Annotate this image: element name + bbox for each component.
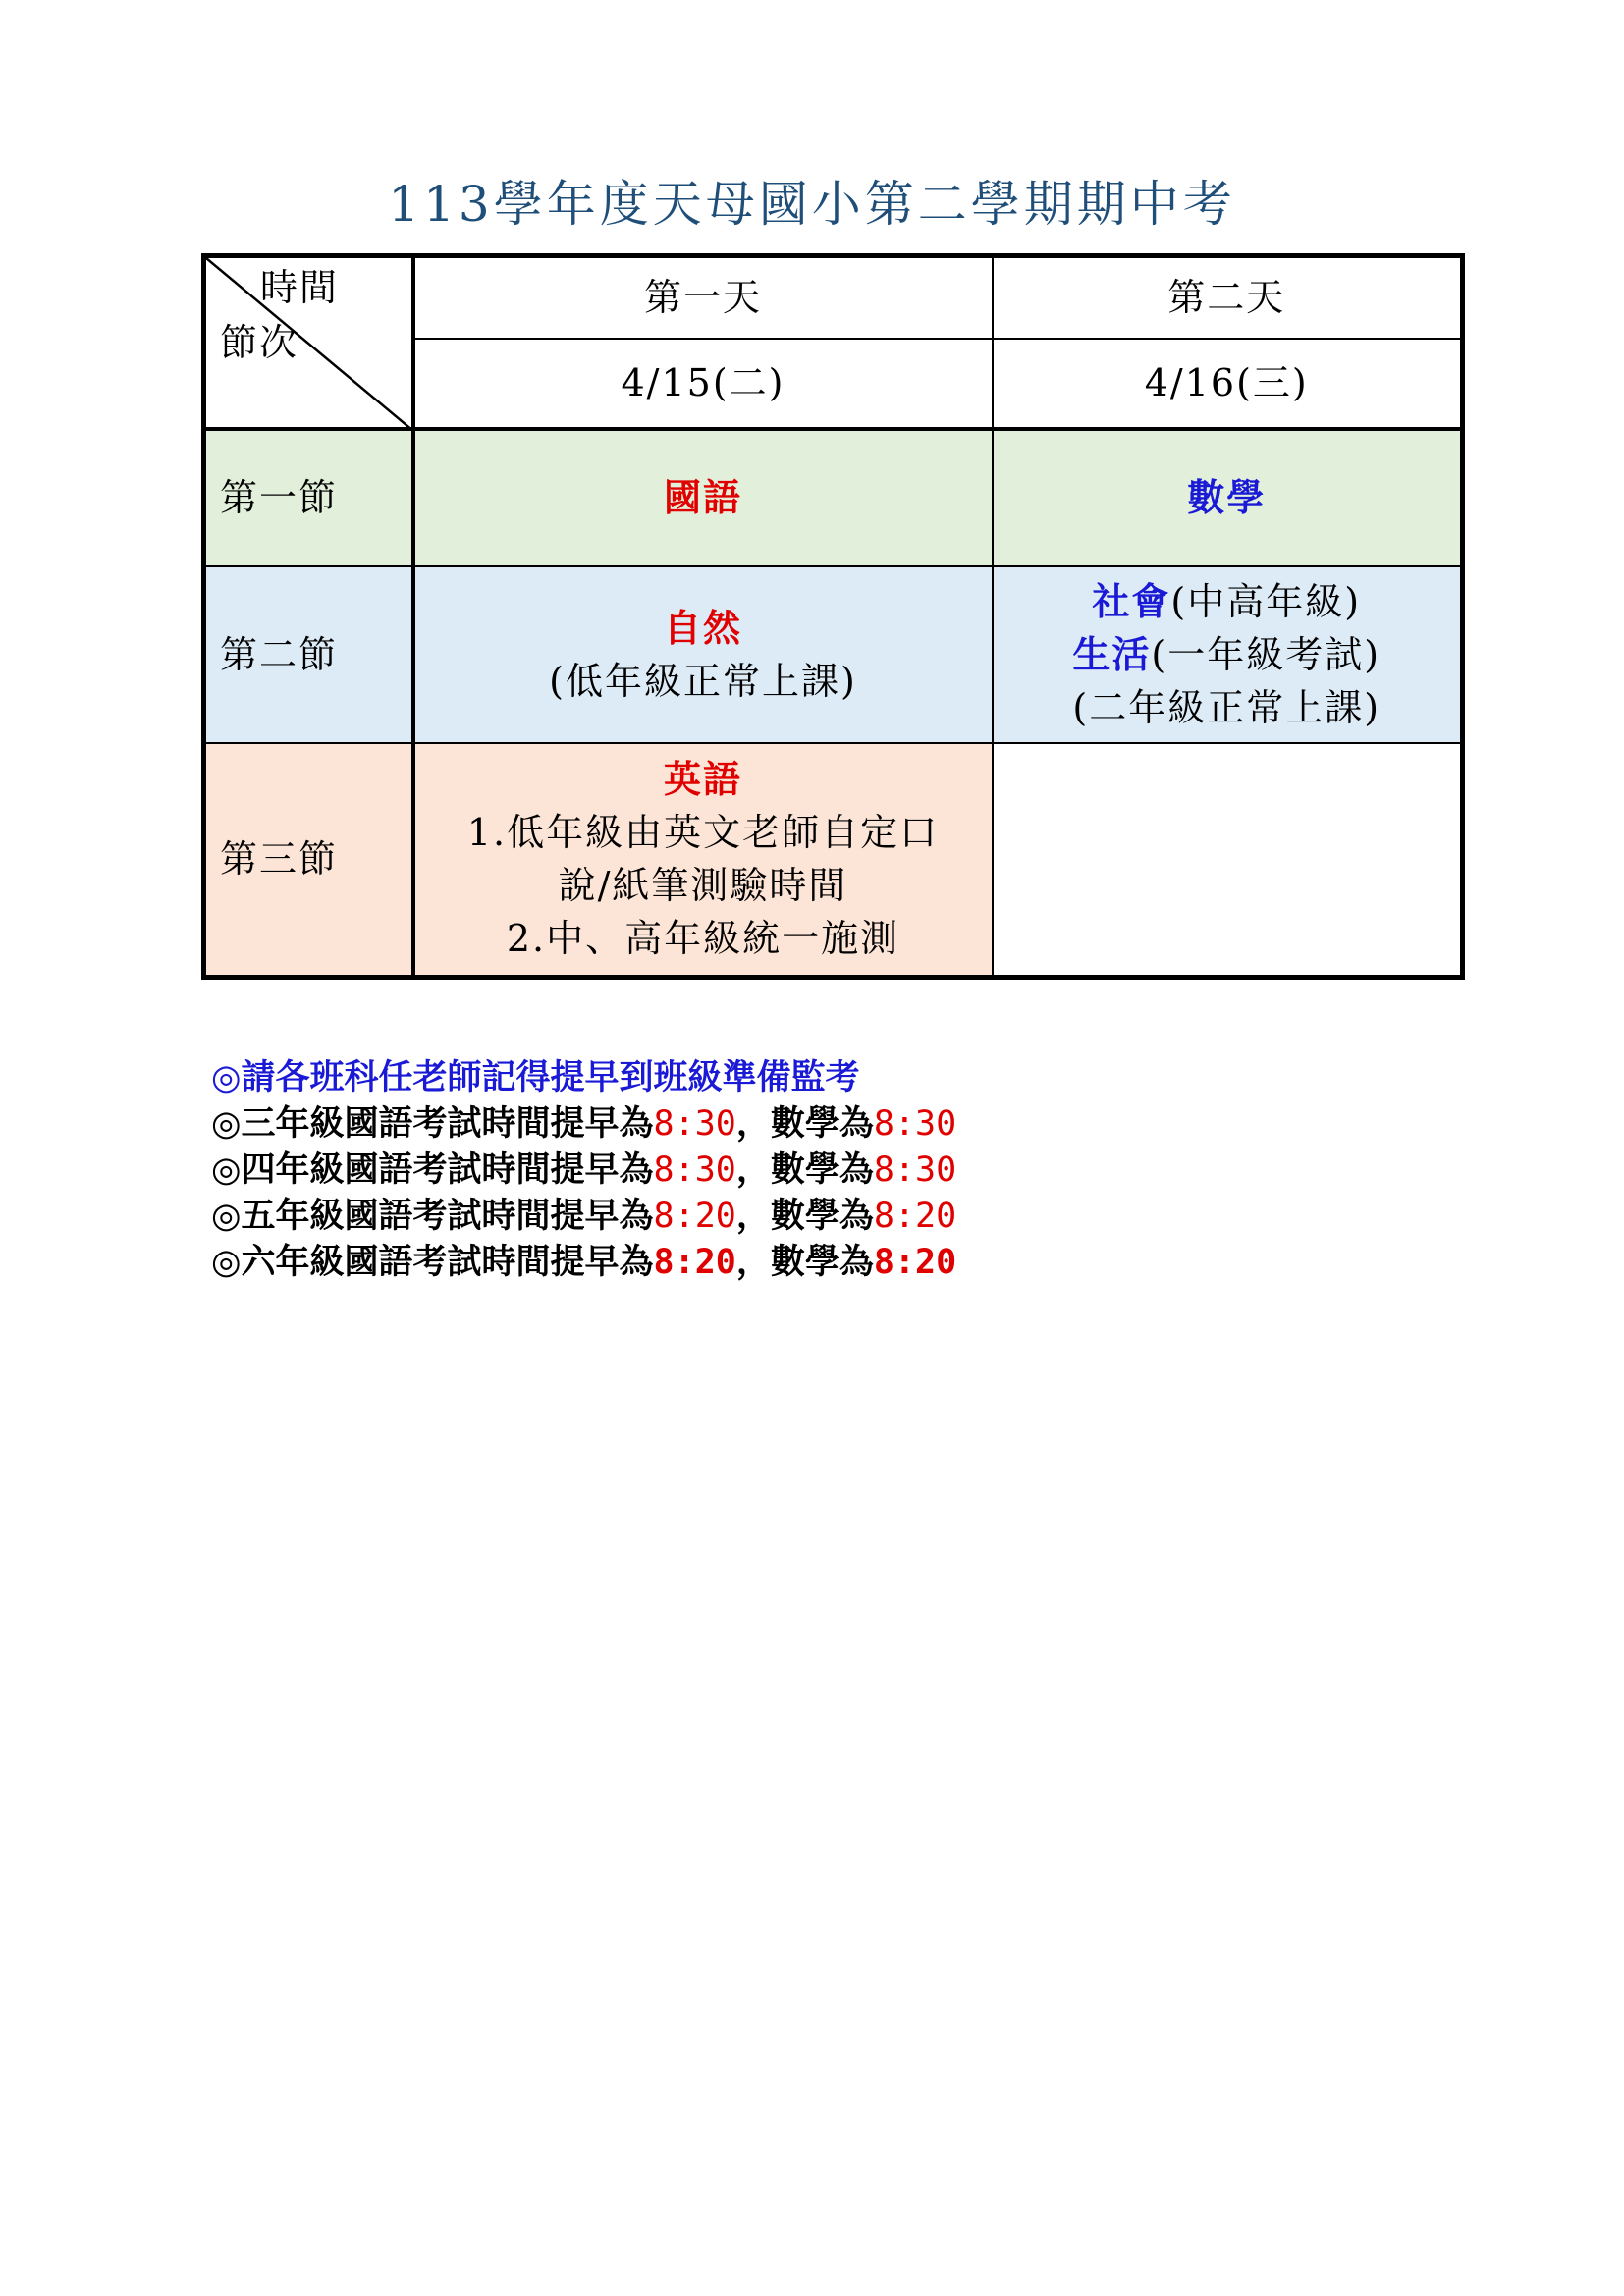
note-text: ◎五年級國語考試時間提早為 xyxy=(211,1197,654,1236)
subject-science: 自然 xyxy=(663,605,742,650)
note-time-chinese: 8:30 xyxy=(653,1104,736,1144)
day1-header: 第一天 xyxy=(413,256,993,339)
cell-line: 2.中、高年級統一施測 xyxy=(506,917,900,961)
corner-label-period: 節次 xyxy=(220,321,299,364)
notes-header: ◎請各班科任老師記得提早到班級準備監考 xyxy=(211,1058,860,1097)
subject-note: (中高年級) xyxy=(1170,579,1362,623)
note-time-chinese: 8:20 xyxy=(653,1197,736,1236)
cell-line xyxy=(994,628,1461,681)
note-time-chinese: 8:20 xyxy=(653,1243,736,1282)
subject-note: (低年級正常上課) xyxy=(549,659,857,703)
note-text: ◎四年級國語考試時間提早為 xyxy=(211,1150,654,1190)
note-mid: ，數學為 xyxy=(735,1243,874,1282)
subject-note: (一年級考試) xyxy=(1151,632,1381,676)
page-title: 113學年度天母國小第二學期期中考 xyxy=(388,176,1236,233)
period2-day1-cell xyxy=(413,566,993,743)
note-line-grade3 xyxy=(211,1101,1488,1148)
corner-header-cell xyxy=(204,256,413,429)
day2-date: 4/16(三) xyxy=(993,339,1463,429)
corner-label-time: 時間 xyxy=(260,266,340,309)
period1-day1-cell xyxy=(413,429,993,566)
period1-day2-cell xyxy=(993,429,1463,566)
period-row-2 xyxy=(204,566,1463,743)
period3-day2-empty-cell xyxy=(993,743,1463,978)
note-time-math: 8:30 xyxy=(873,1150,957,1190)
subject-social-studies: 社會 xyxy=(1092,578,1171,623)
note-line-grade6 xyxy=(211,1240,1488,1286)
period-label: 第三節 xyxy=(204,743,413,978)
header-row-days xyxy=(204,256,1463,339)
subject-english: 英語 xyxy=(663,757,742,802)
note-mid: ，數學為 xyxy=(735,1104,874,1144)
note-time-math: 8:30 xyxy=(873,1104,957,1144)
day2-header: 第二天 xyxy=(993,256,1463,339)
note-time-math: 8:20 xyxy=(873,1243,957,1282)
note-line-grade4 xyxy=(211,1148,1488,1194)
cell-line: 說/紙筆測驗時間 xyxy=(558,864,848,908)
exam-schedule-table xyxy=(201,253,1465,980)
period-row-3 xyxy=(204,743,1463,978)
notes-section xyxy=(211,1055,1488,1286)
cell-line xyxy=(994,575,1461,628)
note-mid: ，數學為 xyxy=(735,1197,874,1236)
period2-day2-cell xyxy=(993,566,1463,743)
period-row-1 xyxy=(204,429,1463,566)
day1-date: 4/15(二) xyxy=(413,339,993,429)
note-time-math: 8:20 xyxy=(873,1197,957,1236)
cell-line: 1.低年級由英文老師自定口 xyxy=(466,811,940,855)
note-line-grade5 xyxy=(211,1194,1488,1240)
subject-life: 生活 xyxy=(1072,631,1152,676)
note-text: ◎六年級國語考試時間提早為 xyxy=(211,1243,654,1282)
note-text: ◎三年級國語考試時間提早為 xyxy=(211,1104,654,1144)
note-mid: ，數學為 xyxy=(735,1150,874,1190)
period3-day1-cell xyxy=(413,743,993,978)
subject-math: 數學 xyxy=(1187,475,1267,519)
subject-note: (二年級正常上課) xyxy=(1072,685,1381,729)
note-time-chinese: 8:30 xyxy=(653,1150,736,1190)
subject-chinese: 國語 xyxy=(663,475,742,519)
period-label: 第一節 xyxy=(204,429,413,566)
period-label: 第二節 xyxy=(204,566,413,743)
